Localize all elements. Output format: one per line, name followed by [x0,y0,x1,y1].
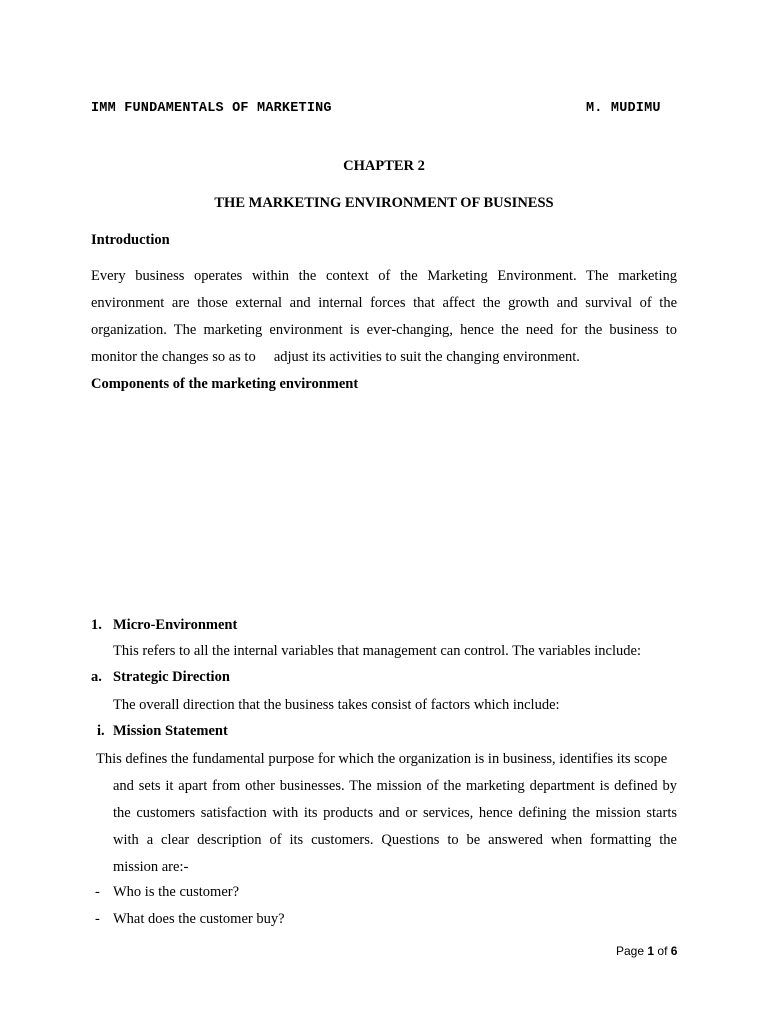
mission-line-3: the customers satisfaction with its products and or services, hence defining the mission starts [113,805,677,821]
mission-line-4: with a clear description of its customers. Questions to be answered when formatting the [113,832,677,848]
intro-line-1: Every business operates within the context of the Marketing Environment. The marketing [91,268,677,284]
introduction-heading: Introduction [91,232,170,248]
strategic-heading: Strategic Direction [113,669,230,685]
chapter-number: CHAPTER 2 [343,158,425,174]
chapter-title: THE MARKETING ENVIRONMENT OF BUSINESS [214,195,554,211]
of-word: of [657,944,668,958]
course-title: IMM FUNDAMENTALS OF MARKETING [91,101,332,116]
micro-text: This refers to all the internal variables that management can control. The variables include: [113,643,641,659]
components-heading: Components of the marketing environment [91,376,359,392]
intro-line-4: monitor the changes so as to adjust its activities to suit the changing environment. [91,349,580,365]
strategic-text: The overall direction that the business takes consist of factors which include: [113,697,560,713]
mission-line-5: mission are:- [113,859,189,875]
micro-number: 1. [91,617,102,633]
mission-first-line: This defines the fundamental purpose for which the organization is in business, identifies its scope [96,751,668,767]
intro-line-2: environment are those external and internal forces that affect the growth and survival of the [91,295,677,311]
question-item: What does the customer buy? [113,911,285,927]
mission-heading: Mission Statement [113,723,228,739]
micro-heading: Micro-Environment [113,617,238,633]
introduction-paragraph [91,263,677,371]
page-word: Page [616,944,645,958]
author-name: M. MUDIMU [586,101,661,116]
total-pages: 6 [670,944,678,958]
strategic-letter: a. [91,669,102,685]
mission-paragraph [113,773,677,881]
question-bullet: - [95,911,100,927]
question-item: Who is the customer? [113,884,240,900]
mission-numeral: i. [97,723,105,739]
intro-line-3: organization. The marketing environment is ever-changing, hence the need for the business to [91,322,677,338]
page-number: 1 [647,944,655,958]
page-footer [616,944,677,958]
mission-line-2: and sets it apart from other businesses. The mission of the marketing department is defined by [113,778,677,794]
question-bullet: - [95,884,100,900]
